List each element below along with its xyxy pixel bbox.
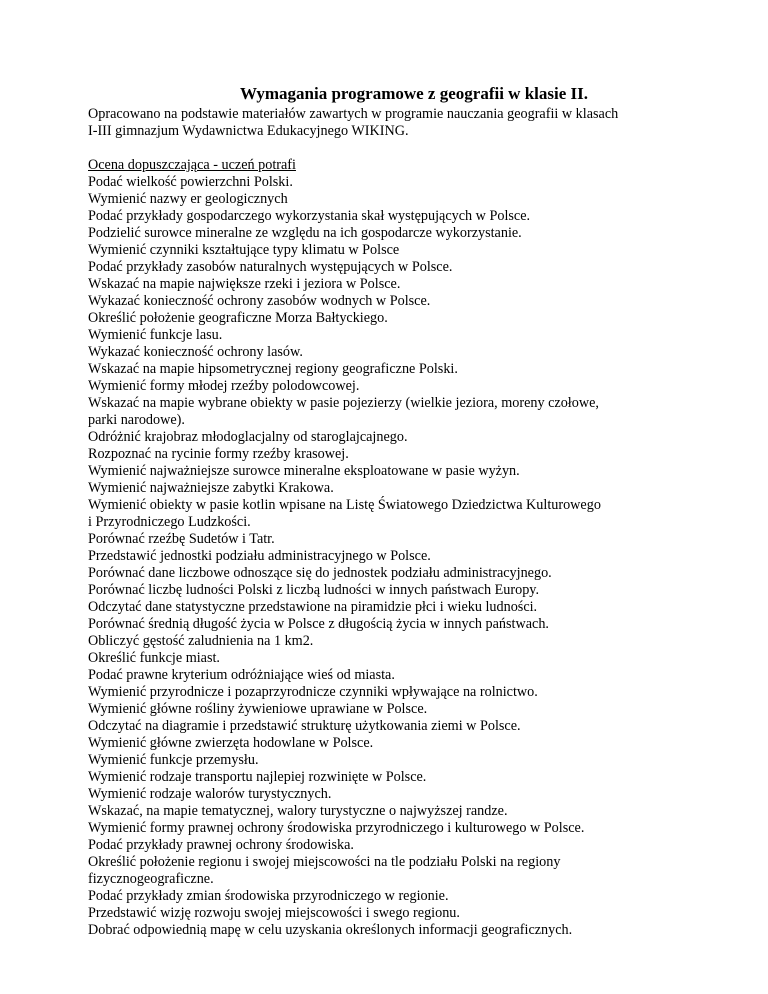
list-item: Rozpoznać na rycinie formy rzeźby krasowej. xyxy=(88,446,349,462)
list-item: Wskazać na mapie największe rzeki i jeziora w Polsce. xyxy=(88,276,401,292)
intro-paragraph: Opracowano na podstawie materiałów zawartych w programie nauczania geografii w klasach I-III gimnazjum Wydawnictwa Edukacyjnego WIKING. xyxy=(88,106,619,139)
list-item: Wykazać konieczność ochrony lasów. xyxy=(88,344,303,360)
list-item: Wskazać, na mapie tematycznej, walory turystyczne o najwyższej randze. xyxy=(88,803,508,819)
list-item: Wymienić funkcje przemysłu. xyxy=(88,752,259,768)
list-item: Wymienić rodzaje transportu najlepiej rozwinięte w Polsce. xyxy=(88,769,427,785)
list-item: Wymienić najważniejsze surowce mineralne eksploatowane w pasie wyżyn. xyxy=(88,463,520,479)
list-item: Podzielić surowce mineralne ze względu na ich gospodarcze wykorzystanie. xyxy=(88,225,522,241)
list-item: Podać wielkość powierzchni Polski. xyxy=(88,174,293,190)
list-item: Odczytać dane statystyczne przedstawione na piramidzie płci i wieku ludności. xyxy=(88,599,538,615)
list-item: Porównać dane liczbowe odnoszące się do jednostek podziału administracyjnego. xyxy=(88,565,552,581)
list-item: Wymienić formy prawnej ochrony środowiska przyrodniczego i kulturowego w Polsce. xyxy=(88,820,585,836)
list-item: Odróżnić krajobraz młodoglacjalny od staroglajcajnego. xyxy=(88,429,408,445)
list-item: Obliczyć gęstość zaludnienia na 1 km2. xyxy=(88,633,314,649)
list-item: Podać przykłady zasobów naturalnych występujących w Polsce. xyxy=(88,259,453,275)
list-item: Wymienić obiekty w pasie kotlin wpisane na Listę Światowego Dziedzictwa Kulturowego i Przyrodniczego Ludzkości. xyxy=(88,497,601,530)
list-item: Wymienić przyrodnicze i pozaprzyrodnicze czynniki wpływające na rolnictwo. xyxy=(88,684,538,700)
list-item: Wymienić rodzaje walorów turystycznych. xyxy=(88,786,332,802)
list-item: Porównać liczbę ludności Polski z liczbą ludności w innych państwach Europy. xyxy=(88,582,540,598)
list-item: Przedstawić jednostki podziału administracyjnego w Polsce. xyxy=(88,548,431,564)
list-item: Podać przykłady prawnej ochrony środowiska. xyxy=(88,837,354,853)
list-item: Wymienić formy młodej rzeźby polodowcowej. xyxy=(88,378,360,394)
list-item: Podać przykłady gospodarczego wykorzystania skał występujących w Polsce. xyxy=(88,208,531,224)
list-item: Wymienić najważniejsze zabytki Krakowa. xyxy=(88,480,334,496)
document-page xyxy=(88,84,728,939)
document-title: Wymagania programowe z geografii w klasie II. xyxy=(240,84,588,103)
list-item: Przedstawić wizję rozwoju swojej miejscowości i swego regionu. xyxy=(88,905,460,921)
list-item: Wymienić główne zwierzęta hodowlane w Polsce. xyxy=(88,735,374,751)
list-item: Odczytać na diagramie i przedstawić strukturę użytkowania ziemi w Polsce. xyxy=(88,718,521,734)
list-item: Wymienić czynniki kształtujące typy klimatu w Polsce xyxy=(88,242,400,258)
section-heading: Ocena dopuszczająca - uczeń potrafi xyxy=(88,157,296,173)
list-item: Określić położenie geograficzne Morza Bałtyckiego. xyxy=(88,310,388,326)
list-item: Wskazać na mapie wybrane obiekty w pasie pojezierzy (wielkie jeziora, moreny czołowe, parki narodowe). xyxy=(88,395,599,428)
list-item: Wymienić nazwy er geologicznych xyxy=(88,191,288,207)
list-item: Określić położenie regionu i swojej miejscowości na tle podziału Polski na regiony fizycznogeograficzne. xyxy=(88,854,561,887)
requirements-list xyxy=(88,174,728,939)
list-item: Porównać średnią długość życia w Polsce z długością życia w innych państwach. xyxy=(88,616,549,632)
list-item: Podać prawne kryterium odróżniające wieś od miasta. xyxy=(88,667,395,683)
list-item: Wymienić główne rośliny żywieniowe uprawiane w Polsce. xyxy=(88,701,428,717)
list-item: Wymienić funkcje lasu. xyxy=(88,327,223,343)
list-item: Określić funkcje miast. xyxy=(88,650,220,666)
list-item: Wskazać na mapie hipsometrycznej regiony geograficzne Polski. xyxy=(88,361,458,377)
list-item: Wykazać konieczność ochrony zasobów wodnych w Polsce. xyxy=(88,293,431,309)
list-item: Dobrać odpowiednią mapę w celu uzyskania określonych informacji geograficznych. xyxy=(88,922,573,938)
list-item: Porównać rzeźbę Sudetów i Tatr. xyxy=(88,531,275,547)
list-item: Podać przykłady zmian środowiska przyrodniczego w regionie. xyxy=(88,888,449,904)
